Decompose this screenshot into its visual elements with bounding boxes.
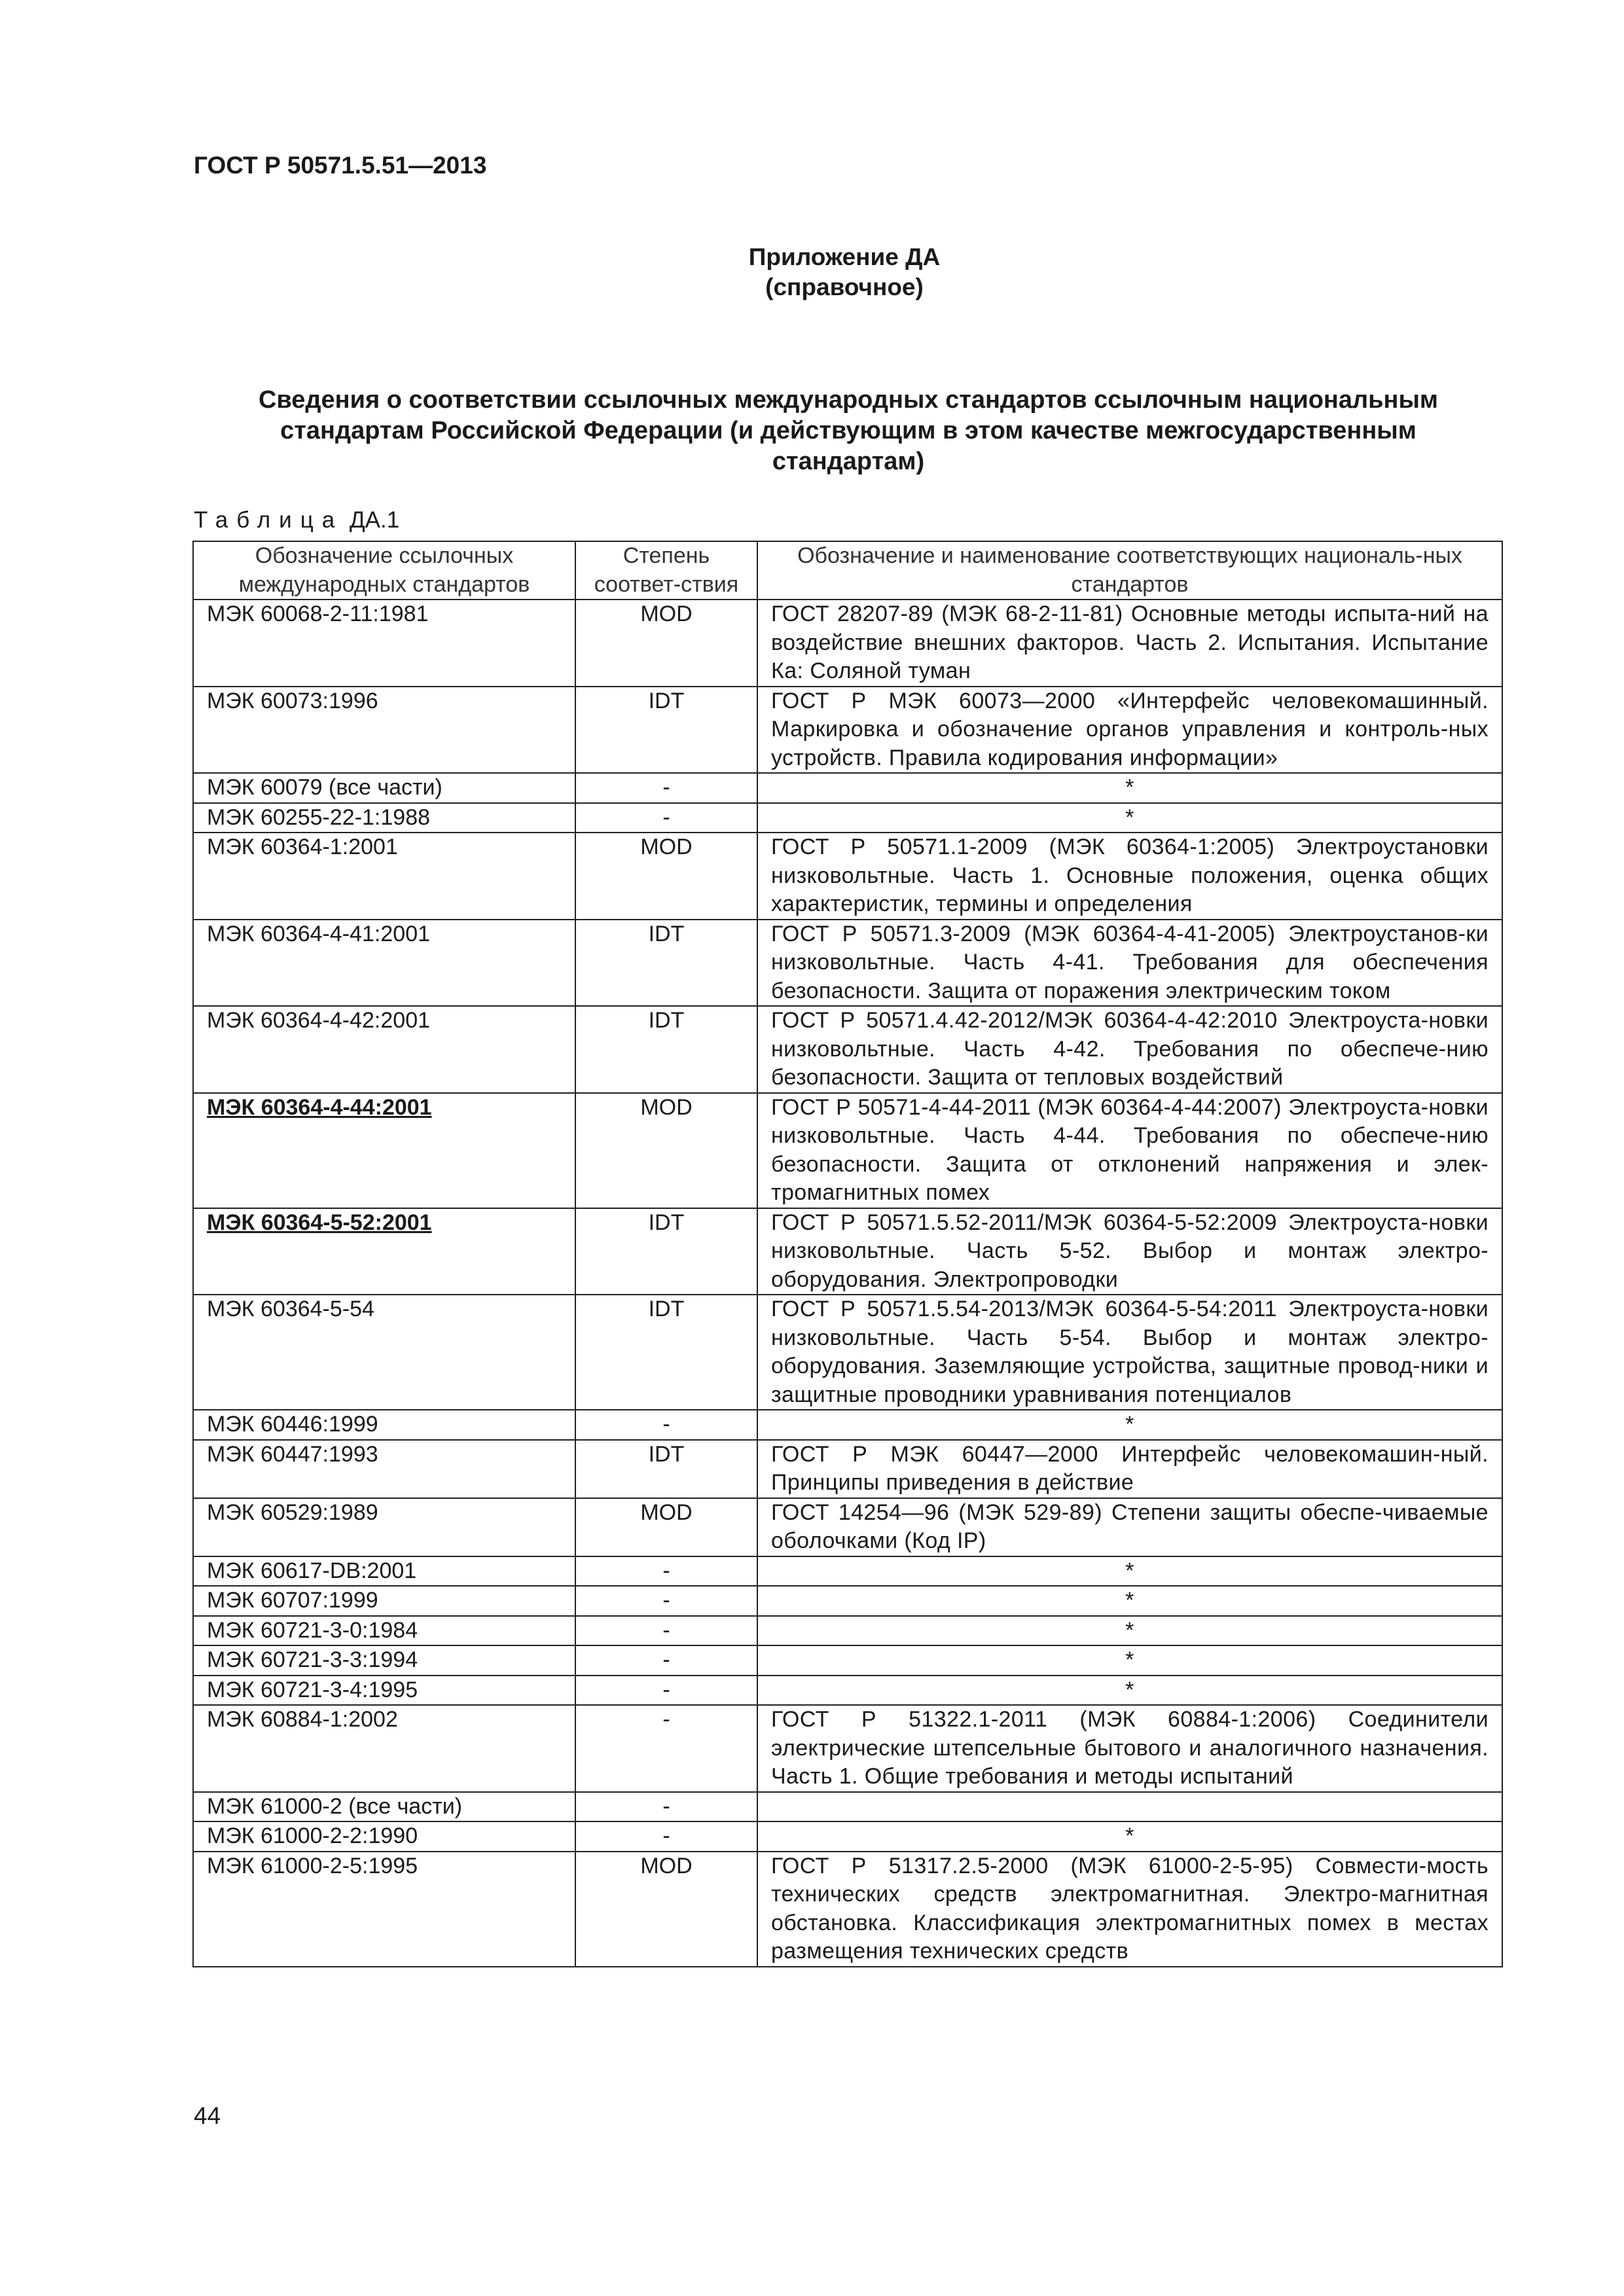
national-standard-cell: ГОСТ Р 50571.4.42-2012/МЭК 60364-4-42:2010 Электроуста-новки низковольтные. Часть 4-42. Требования по обеспече-нию безопасности. Защита от тепловых воздействий <box>757 1006 1502 1093</box>
international-standard-cell: МЭК 61000-2-5:1995 <box>193 1852 575 1967</box>
annex-title-line: стандартам Российской Федерации (и действующим в этом качестве межгосударственным <box>280 417 1416 444</box>
international-standard-cell: МЭК 61000-2 (все части) <box>193 1792 575 1822</box>
table-row <box>193 687 1502 774</box>
table-row <box>193 1498 1502 1556</box>
table-row <box>193 1440 1502 1498</box>
degree-cell: - <box>575 1705 757 1792</box>
standards-correspondence-table <box>192 541 1503 1967</box>
appendix-kind: (справочное) <box>765 274 924 300</box>
table-row <box>193 1093 1502 1208</box>
table-row <box>193 1208 1502 1295</box>
national-standard-cell: ГОСТ 14254—96 (МЭК 529-89) Степени защиты обеспе-чиваемые оболочками (Код IP) <box>757 1498 1502 1556</box>
national-standard-cell: * <box>757 1410 1502 1440</box>
table-row <box>193 600 1502 687</box>
table-row <box>193 1586 1502 1616</box>
table-row <box>193 1616 1502 1646</box>
national-standard-cell: * <box>757 1586 1502 1616</box>
national-standard-cell: ГОСТ Р 50571-4-44-2011 (МЭК 60364-4-44:2007) Электроуста-новки низковольтные. Часть 4-44. Требования по обеспече-нию безопасности. Защита от отклонений напряжения и элек-тромагнитных помех <box>757 1093 1502 1208</box>
international-standard-cell: МЭК 60721-3-3:1994 <box>193 1645 575 1676</box>
table-caption-word: Таблица <box>194 507 344 533</box>
degree-cell: MOD <box>575 1852 757 1967</box>
national-standard-cell: ГОСТ Р 50571.1-2009 (МЭК 60364-1:2005) Электроустановки низковольтные. Часть 1. Основные положения, оценка общих характеристик, термины и определения <box>757 833 1502 920</box>
national-standard-cell: * <box>757 1821 1502 1852</box>
page-number: 44 <box>194 2102 221 2129</box>
national-standard-cell: ГОСТ Р 51317.2.5-2000 (МЭК 61000-2-5-95) Совмести-мость технических средств электромагнитная. Электро-магнитная обстановка. Классификация электромагнитных помех в местах размещения технических средств <box>757 1852 1502 1967</box>
table-row <box>193 1295 1502 1410</box>
national-standard-cell: * <box>757 803 1502 833</box>
international-standard-cell: МЭК 60721-3-0:1984 <box>193 1616 575 1646</box>
header-degree-of-correspondence: Степень соответ-ствия <box>575 541 757 600</box>
national-standard-cell: ГОСТ Р МЭК 60447—2000 Интерфейс человекомашин-ный. Принципы приведения в действие <box>757 1440 1502 1498</box>
degree-cell: IDT <box>575 1006 757 1093</box>
international-standard-cell: МЭК 60364-5-54 <box>193 1295 575 1410</box>
header-national-standard: Обозначение и наименование соответствующих националь-ных стандартов <box>757 541 1502 600</box>
international-standard-cell: МЭК 60255-22-1:1988 <box>193 803 575 833</box>
table-row <box>193 1006 1502 1093</box>
international-standard-cell: МЭК 60446:1999 <box>193 1410 575 1440</box>
table-row <box>193 1852 1502 1967</box>
national-standard-cell: ГОСТ Р 51322.1-2011 (МЭК 60884-1:2006) Соединители электрические штепсельные бытового и аналогичного назначения. Часть 1. Общие требования и методы испытаний <box>757 1705 1502 1792</box>
degree-cell: - <box>575 1616 757 1646</box>
table-row <box>193 920 1502 1007</box>
international-standard-cell: МЭК 60073:1996 <box>193 687 575 774</box>
annex-title-line: Сведения о соответствии ссылочных международных стандартов ссылочным национальным <box>258 386 1439 414</box>
degree-cell: IDT <box>575 687 757 774</box>
annex-title-line: стандартам) <box>772 448 925 475</box>
table-row <box>193 1676 1502 1706</box>
table-body <box>193 600 1502 1967</box>
degree-cell: IDT <box>575 1440 757 1498</box>
national-standard-cell: ГОСТ 28207-89 (МЭК 68-2-11-81) Основные методы испыта-ний на воздействие внешних факторов. Часть 2. Испытания. Испытание Ка: Соляной туман <box>757 600 1502 687</box>
international-standard-cell: МЭК 60364-1:2001 <box>193 833 575 920</box>
national-standard-cell: * <box>757 1616 1502 1646</box>
national-standard-cell: ГОСТ Р 50571.3-2009 (МЭК 60364-4-41-2005) Электроустанов-ки низковольтные. Часть 4-41. Требования для обеспечения безопасности. Защита от поражения электрическим током <box>757 920 1502 1007</box>
table-row <box>193 833 1502 920</box>
degree-cell: - <box>575 1676 757 1706</box>
table-row <box>193 1705 1502 1792</box>
table-row <box>193 1410 1502 1440</box>
table-caption-number: ДА.1 <box>349 507 400 533</box>
header-international-standard: Обозначение ссылочных международных стандартов <box>193 541 575 600</box>
international-standard-cell: МЭК 60447:1993 <box>193 1440 575 1498</box>
degree-cell: IDT <box>575 1208 757 1295</box>
table-header-row <box>193 541 1502 600</box>
degree-cell: - <box>575 1645 757 1676</box>
international-standard-cell: МЭК 60721-3-4:1995 <box>193 1676 575 1706</box>
degree-cell: - <box>575 1586 757 1616</box>
national-standard-cell: * <box>757 1676 1502 1706</box>
degree-cell: - <box>575 1821 757 1852</box>
international-standard-cell: МЭК 60364-4-41:2001 <box>193 920 575 1007</box>
degree-cell: MOD <box>575 833 757 920</box>
table-row <box>193 1792 1502 1822</box>
document-code: ГОСТ Р 50571.5.51—2013 <box>194 152 487 179</box>
degree-cell: MOD <box>575 600 757 687</box>
degree-cell: MOD <box>575 1498 757 1556</box>
national-standard-cell: ГОСТ Р 50571.5.52-2011/МЭК 60364-5-52:2009 Электроуста-новки низковольтные. Часть 5-52. Выбор и монтаж электро-оборудования. Электропроводки <box>757 1208 1502 1295</box>
table-row <box>193 1645 1502 1676</box>
national-standard-cell: * <box>757 1645 1502 1676</box>
appendix-label: Приложение ДА <box>748 243 941 270</box>
national-standard-cell: ГОСТ Р МЭК 60073—2000 «Интерфейс человекомашинный. Маркировка и обозначение органов управления и контроль-ных устройств. Правила кодирования информации» <box>757 687 1502 774</box>
international-standard-cell: МЭК 60529:1989 <box>193 1498 575 1556</box>
international-standard-cell: МЭК 60068-2-11:1981 <box>193 600 575 687</box>
degree-cell: IDT <box>575 1295 757 1410</box>
degree-cell: - <box>575 803 757 833</box>
degree-cell: IDT <box>575 920 757 1007</box>
international-standard-cell: МЭК 60364-4-44:2001 <box>193 1093 575 1208</box>
national-standard-cell: ГОСТ Р 50571.5.54-2013/МЭК 60364-5-54:2011 Электроуста-новки низковольтные. Часть 5-54. Выбор и монтаж электро-оборудования. Заземляющие устройства, защитные провод-ники и защитные проводники уравнивания потенциалов <box>757 1295 1502 1410</box>
international-standard-cell: МЭК 61000-2-2:1990 <box>193 1821 575 1852</box>
table-row <box>193 803 1502 833</box>
international-standard-cell: МЭК 60364-5-52:2001 <box>193 1208 575 1295</box>
international-standard-cell: МЭК 60884-1:2002 <box>193 1705 575 1792</box>
annex-title <box>194 385 1503 477</box>
degree-cell: MOD <box>575 1093 757 1208</box>
table-row <box>193 1821 1502 1852</box>
international-standard-cell: МЭК 60364-4-42:2001 <box>193 1006 575 1093</box>
degree-cell: - <box>575 1792 757 1822</box>
national-standard-cell: * <box>757 1556 1502 1587</box>
table-row <box>193 1556 1502 1587</box>
degree-cell: - <box>575 773 757 803</box>
degree-cell: - <box>575 1410 757 1440</box>
international-standard-cell: МЭК 60617-DB:2001 <box>193 1556 575 1587</box>
degree-cell: - <box>575 1556 757 1587</box>
national-standard-cell <box>757 1792 1502 1822</box>
table-caption <box>194 507 399 533</box>
international-standard-cell: МЭК 60079 (все части) <box>193 773 575 803</box>
national-standard-cell: * <box>757 773 1502 803</box>
table-row <box>193 773 1502 803</box>
international-standard-cell: МЭК 60707:1999 <box>193 1586 575 1616</box>
